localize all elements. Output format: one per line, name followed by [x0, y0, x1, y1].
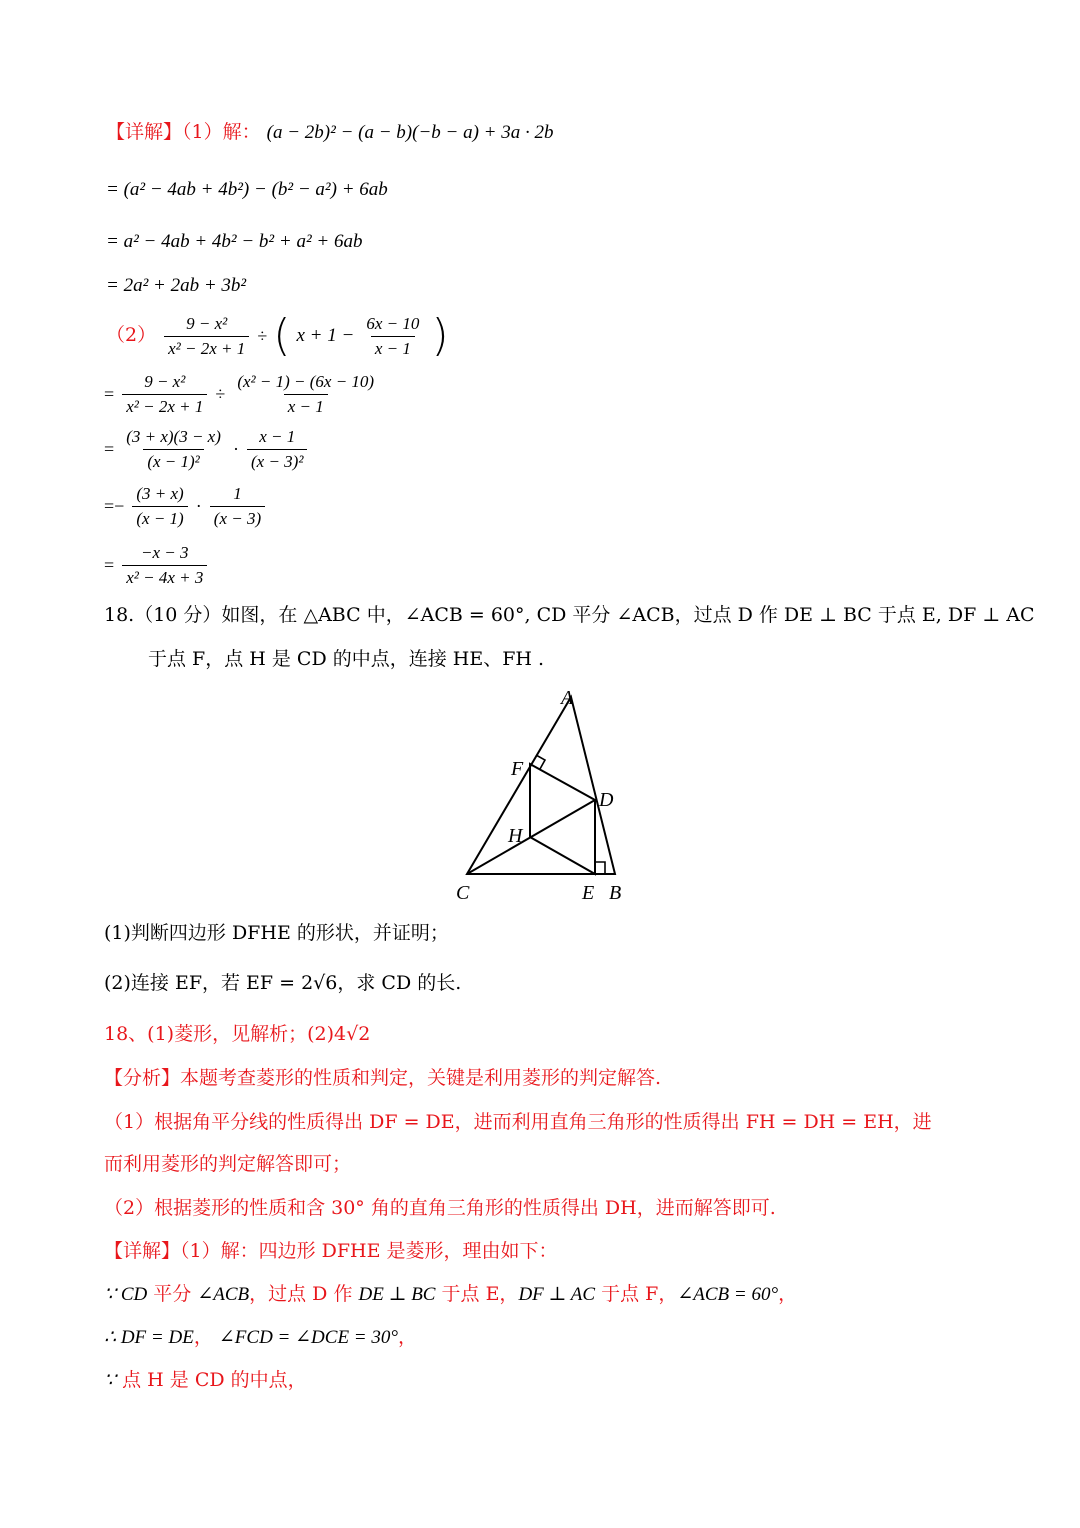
p1g: DF ⊥ AC [518, 1284, 596, 1305]
p1j: ， [778, 1283, 798, 1305]
triangle-abc [467, 697, 615, 874]
p2a: ∴ DF = DE [104, 1327, 194, 1348]
fraction: $\frac{\text{(x² − 1) − (6x − 10)}}{x - 1}$ [237, 371, 375, 416]
right-angle-f [536, 755, 545, 769]
triangle-figure [440, 685, 640, 905]
p1f: 于点 E， [435, 1283, 519, 1305]
p3b: 点 H 是 CD 的中点， [116, 1369, 307, 1391]
detail-line: 【详解】（1）解：四边形 DFHE 是菱形，理由如下： [104, 1240, 558, 1262]
q18-sub2: (2)连接 EF，若 EF = 2√6，求 CD 的长. [104, 972, 462, 994]
p1d: ，过点 D 作 [249, 1283, 359, 1305]
step-3: = 2a² + 2ab + 3b² [106, 275, 247, 296]
part2-step2 [104, 425, 309, 473]
detail1-expr: (a − 2b)² − (a − b)(−b − a) + 3a · 2b [266, 122, 554, 143]
p3a: ∵ [104, 1370, 117, 1391]
proof-line-3 [104, 1368, 307, 1393]
q18-line2: 于点 F，点 H 是 CD 的中点，连接 HE、FH . [148, 648, 545, 670]
label-f: F [511, 758, 524, 780]
fraction: $\frac{\text{9 − x²}}{\text{x² − 2x + 1}}$ [122, 371, 207, 418]
fraction: $\frac{1}{(x - 3)}$ [210, 483, 265, 530]
fraction: $\frac{(3 + x)(3 - x)}{\text{(x − 1)²}}$ [126, 426, 221, 471]
right-angle-e [595, 862, 605, 874]
proof-line-2 [104, 1325, 417, 1350]
analysis-a2: （2）根据菱形的性质和含 30° 角的直角三角形的性质得出 DH，进而解答即可. [104, 1197, 776, 1219]
label-e: E [582, 882, 595, 904]
label-a: A [561, 687, 574, 709]
fraction: $\frac{(3 + x)}{(x - 1)}$ [132, 483, 187, 530]
p1h: 于点 F， [595, 1283, 678, 1305]
step-1: = (a² − 4ab + 4b²) − (b² − a²) + 6ab [106, 179, 388, 200]
fraction: $\frac{6x - 10}{x - 1}$ [366, 313, 420, 358]
label-h: H [508, 825, 523, 847]
analysis-a1b: 而利用菱形的判定解答即可； [104, 1153, 352, 1175]
analysis-a1: （1）根据角平分线的性质得出 DF = DE，进而利用直角三角形的性质得出 FH = DH = EH，进 [104, 1111, 932, 1133]
p1e: DE ⊥ BC [358, 1284, 436, 1305]
paren-right: ) [431, 310, 449, 361]
neg-eq: =− [104, 496, 125, 516]
dot-op: · [195, 496, 202, 516]
p2b: ， [193, 1326, 213, 1348]
part2-label: （2） [106, 324, 157, 346]
step-2: = a² − 4ab + 4b² − b² + a² + 6ab [106, 231, 363, 252]
p2d: ， [397, 1326, 417, 1348]
p1a: ∵ CD [104, 1284, 148, 1305]
label-b: B [609, 882, 622, 904]
fraction: $\frac{-x - 3}{\text{x² − 4x + 3}}$ [122, 542, 207, 589]
fraction: $\frac{x - 1}{\text{(x − 3)²}}$ [247, 426, 307, 473]
part2-step4 [104, 541, 209, 589]
label-d: D [599, 789, 614, 811]
p1i: ∠ACB = 60° [677, 1284, 779, 1305]
proof-line-1 [104, 1282, 797, 1307]
eq: = [104, 384, 115, 404]
fraction: $\frac{\text{9 − x²}}{\text{x² − 2x + 1}}$ [164, 313, 249, 360]
p1b: 平分 [147, 1283, 198, 1305]
inner-lead: x + 1 − [296, 325, 355, 346]
answer-line: 18、(1)菱形，见解析；(2)4√2 [104, 1023, 371, 1045]
p2c: ∠FCD = ∠DCE = 30° [218, 1327, 398, 1348]
part2-step1 [104, 370, 380, 418]
part2-line [106, 310, 449, 361]
q18-line1: 18.（10 分）如图，在 △ABC 中，∠ACB = 60°, CD 平分 ∠ACB，过点 D 作 DE ⊥ BC 于点 E, DF ⊥ AC [104, 604, 1035, 626]
div-op: ÷ [215, 384, 226, 404]
q18-sub1: (1)判断四边形 DFHE 的形状，并证明； [104, 922, 449, 944]
paren-left: ( [273, 310, 291, 361]
analysis-line: 【分析】本题考查菱形的性质和判定，关键是利用菱形的判定解答. [104, 1067, 662, 1089]
label-c: C [456, 882, 470, 904]
detail1-line [106, 120, 554, 145]
detail-part: （1）解： [182, 121, 261, 143]
eq: = [104, 555, 115, 575]
detail-tag: 【详解】 [106, 121, 183, 143]
dot-op: · [232, 439, 239, 459]
div-op: ÷ [257, 326, 268, 346]
eq: = [104, 439, 115, 459]
p1c: ∠ACB [197, 1284, 250, 1305]
part2-step3 [104, 482, 267, 530]
